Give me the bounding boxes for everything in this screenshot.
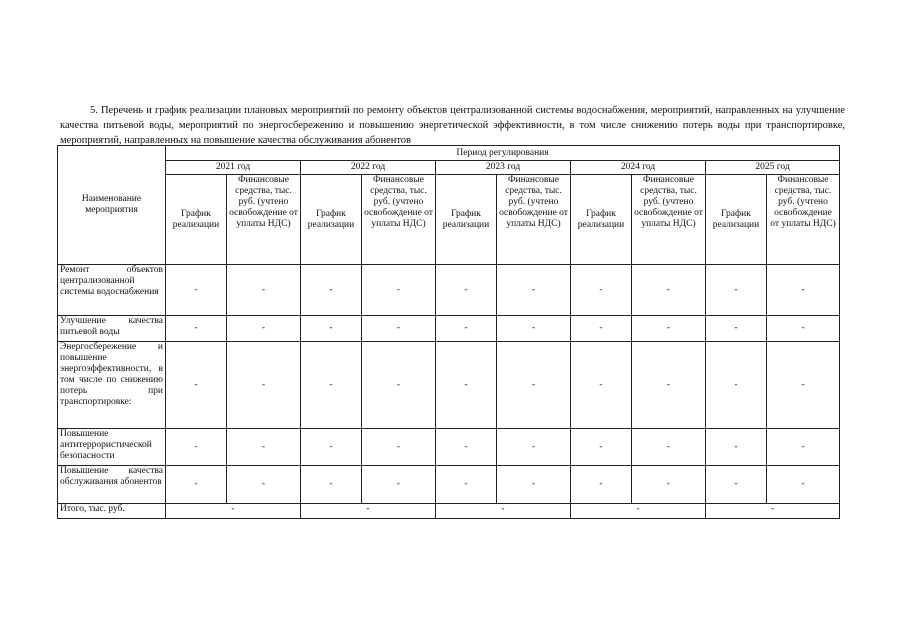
table-cell: - xyxy=(571,316,632,342)
table-cell: - xyxy=(227,466,301,504)
table-cell: - xyxy=(767,342,840,429)
year-header: 2022 год xyxy=(301,161,436,175)
table-cell: - xyxy=(436,265,497,316)
table-cell: - xyxy=(632,466,706,504)
year-header: 2025 год xyxy=(706,161,840,175)
table-cell: - xyxy=(301,316,362,342)
table-cell: - xyxy=(497,342,571,429)
table-cell: - xyxy=(571,466,632,504)
table-cell: - xyxy=(497,316,571,342)
table-cell: - xyxy=(706,265,767,316)
row-name: Улучшение качества питьевой воды xyxy=(58,316,166,342)
table-cell: - xyxy=(632,342,706,429)
table-cell: - xyxy=(362,265,436,316)
year-header: 2021 год xyxy=(166,161,301,175)
table-row xyxy=(58,342,840,429)
row-name: Повышение антитеррористической безопасности xyxy=(58,429,166,466)
table-cell: - xyxy=(362,466,436,504)
table-cell: - xyxy=(301,466,362,504)
table-cell: - xyxy=(497,429,571,466)
table-cell: - xyxy=(166,429,227,466)
table-cell: - xyxy=(571,265,632,316)
row-name: Повышение качества обслуживания абонентов xyxy=(58,466,166,504)
finance-header: Финансовые средства, тыс. руб. (учтено освобождение от уплаты НДС) xyxy=(632,175,706,265)
schedule-header: График реализации xyxy=(706,175,767,265)
row-name: Энергосбережение и повышение энергоэффективности, в том числе по снижению потерь при транспортировке: xyxy=(58,342,166,429)
table-cell: - xyxy=(767,265,840,316)
year-header: 2024 год xyxy=(571,161,706,175)
table-cell: - xyxy=(362,316,436,342)
table-row xyxy=(58,466,840,504)
finance-header: Финансовые средства, тыс. руб. (учтено освобождение от уплаты НДС) xyxy=(497,175,571,265)
table-cell: - xyxy=(706,342,767,429)
total-cell: - xyxy=(166,504,301,519)
table-cell: - xyxy=(706,466,767,504)
table-row xyxy=(58,429,840,466)
total-label: Итого, тыс. руб. xyxy=(58,504,166,519)
table-cell: - xyxy=(767,429,840,466)
table-cell: - xyxy=(227,265,301,316)
table-cell: - xyxy=(362,342,436,429)
table-cell: - xyxy=(166,466,227,504)
table-cell: - xyxy=(166,342,227,429)
table-cell: - xyxy=(362,429,436,466)
table-cell: - xyxy=(632,316,706,342)
table-cell: - xyxy=(767,466,840,504)
row-name: Ремонт объектов централизованной системы водоснабжения xyxy=(58,265,166,316)
finance-header: Финансовые средства, тыс. руб. (учтено освобождение от уплаты НДС) xyxy=(362,175,436,265)
table-cell: - xyxy=(436,466,497,504)
table-cell: - xyxy=(571,342,632,429)
schedule-header: График реализации xyxy=(166,175,227,265)
table-cell: - xyxy=(227,342,301,429)
total-cell: - xyxy=(436,504,571,519)
plan-table xyxy=(57,145,840,519)
table-cell: - xyxy=(767,316,840,342)
column-header-name: Наименование мероприятия xyxy=(58,146,166,265)
table-row xyxy=(58,316,840,342)
finance-header: Финансовые средства, тыс. руб. (учтено освобождение от уплаты НДС) xyxy=(767,175,840,265)
table-cell: - xyxy=(706,429,767,466)
section-heading: 5. Перечень и график реализации плановых мероприятий по ремонту объектов централизованной системы водоснабжения, мероприятий, направленных на улучшение качества питьевой воды, мероприятий по энергосбережению и повышению энергетической эффективности, в том числе снижению потерь воды при транспортировке, мероприятий, направленных на повышение качества обслуживания абонентов xyxy=(60,104,845,146)
table-cell: - xyxy=(497,265,571,316)
finance-header: Финансовые средства, тыс. руб. (учтено освобождение от уплаты НДС) xyxy=(227,175,301,265)
table-cell: - xyxy=(436,342,497,429)
column-header-period: Период регулирования xyxy=(166,146,840,161)
table-row xyxy=(58,265,840,316)
table-cell: - xyxy=(301,265,362,316)
schedule-header: График реализации xyxy=(571,175,632,265)
table-cell: - xyxy=(227,316,301,342)
table-cell: - xyxy=(436,429,497,466)
table-cell: - xyxy=(632,429,706,466)
total-row xyxy=(58,504,840,519)
table-cell: - xyxy=(166,316,227,342)
table-cell: - xyxy=(301,429,362,466)
schedule-header: График реализации xyxy=(301,175,362,265)
schedule-header: График реализации xyxy=(436,175,497,265)
total-cell: - xyxy=(706,504,840,519)
table-cell: - xyxy=(227,429,301,466)
total-cell: - xyxy=(571,504,706,519)
table-cell: - xyxy=(436,316,497,342)
table-cell: - xyxy=(571,429,632,466)
year-header: 2023 год xyxy=(436,161,571,175)
table-cell: - xyxy=(497,466,571,504)
table-cell: - xyxy=(301,342,362,429)
table-cell: - xyxy=(166,265,227,316)
table-cell: - xyxy=(632,265,706,316)
total-cell: - xyxy=(301,504,436,519)
table-cell: - xyxy=(706,316,767,342)
